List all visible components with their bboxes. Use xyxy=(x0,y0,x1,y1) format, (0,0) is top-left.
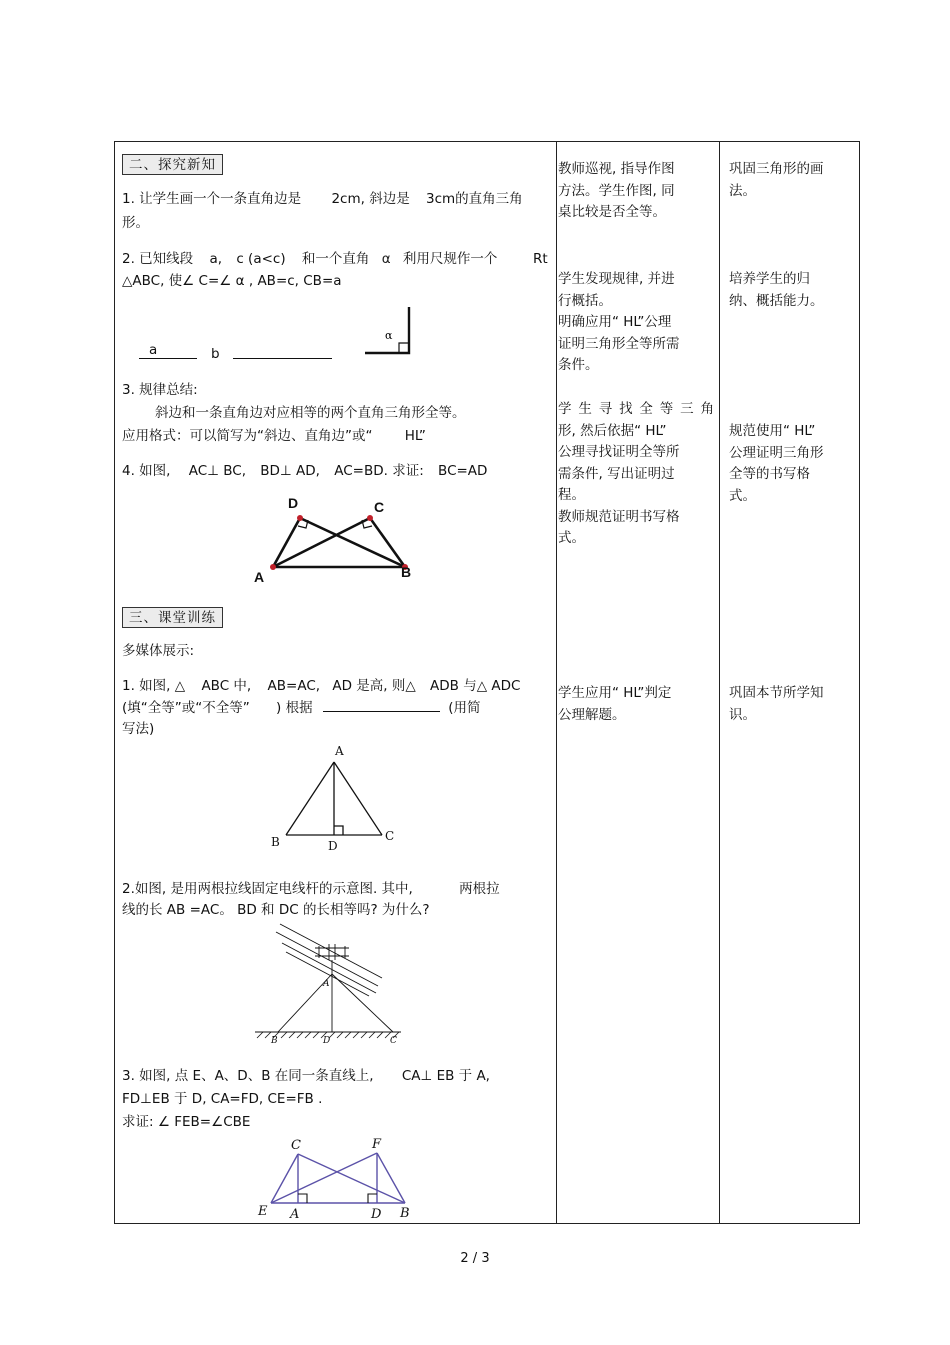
activity-line: 桌比较是否全等。 xyxy=(558,204,666,220)
q4-point-b: B xyxy=(401,564,412,580)
column-divider xyxy=(556,142,557,1223)
purpose-line: 纳、概括能力。 xyxy=(729,292,824,309)
q3-format xyxy=(122,426,426,447)
p3-part: 3. 如图, 点 E、A、D、B 在同一条直线上, xyxy=(122,1068,374,1084)
page-number: 2 / 3 xyxy=(460,1251,490,1266)
segment-b-label: b xyxy=(211,346,220,362)
purpose-block-1 xyxy=(729,159,849,202)
activity-line: 需条件, 写出证明过 xyxy=(558,465,675,482)
q1-part: 3cm的直角三角 xyxy=(426,191,523,207)
p2-point-b: B xyxy=(271,1036,278,1046)
q2-part: 2. 已知线段 xyxy=(122,251,194,267)
segment-b xyxy=(233,344,332,366)
p2-figure xyxy=(245,922,405,1052)
purpose-line: 培养学生的归 xyxy=(729,271,810,287)
activity-block-2 xyxy=(558,269,714,377)
p1-text xyxy=(122,676,520,697)
p1-figure xyxy=(265,742,405,854)
purpose-line: 法。 xyxy=(729,182,756,199)
activity-line: 条件。 xyxy=(558,357,599,373)
q1-text-line2: 形。 xyxy=(122,215,149,231)
q4-point-a: A xyxy=(254,569,265,585)
q4-text xyxy=(122,461,487,482)
p3-point-d: D xyxy=(371,1207,382,1222)
q3-format-part: HL” xyxy=(404,428,426,444)
q4-figure xyxy=(250,490,420,590)
purpose-line: 公理证明三角形 xyxy=(729,444,824,461)
p2-text xyxy=(122,879,500,900)
p1-part: (用简 xyxy=(448,700,481,716)
p3-point-a: A xyxy=(290,1207,300,1222)
activity-block-3 xyxy=(558,399,714,550)
q2-text-line2: △ABC, 使∠ C=∠ α , AB=c, CB=a xyxy=(122,273,342,289)
p1-part: AB=AC, xyxy=(267,678,321,694)
activity-line: 学生发现规律, 并进 xyxy=(558,271,675,287)
q1-part: 2cm, 斜边是 xyxy=(331,191,410,207)
p1-part: AD 是高, 则△ xyxy=(332,678,416,694)
activity-line: 公理寻找证明全等所 xyxy=(558,444,680,460)
q4-part: BC=AD xyxy=(438,463,488,479)
q2-rt: Rt xyxy=(533,251,548,267)
purpose-line: 式。 xyxy=(729,487,756,504)
column-divider xyxy=(719,142,720,1223)
p1-point-c: C xyxy=(385,829,395,843)
activity-line: 行概括。 xyxy=(558,292,612,309)
p1-text-line3: 写法) xyxy=(122,721,155,737)
activity-line: 证明三角形全等所需 xyxy=(558,335,680,352)
activity-line: 明确应用“ HL”公理 xyxy=(558,314,672,330)
p2-point-c: C xyxy=(390,1036,397,1046)
q1-part: 1. 让学生画一个一条直角边是 xyxy=(122,191,302,207)
p1-part: (填“全等”或“不全等” xyxy=(122,700,250,716)
p1-point-b: B xyxy=(271,835,280,849)
segment-a xyxy=(139,344,197,366)
right-angle-alpha-figure xyxy=(365,305,415,357)
purpose-line: 规范使用“ HL” xyxy=(729,423,816,439)
p3-text-line3: 求证: ∠ FEB=∠CBE xyxy=(122,1114,251,1130)
p1-part: 1. 如图, △ xyxy=(122,678,186,694)
p3-point-e: E xyxy=(258,1204,268,1219)
q2-part: a, xyxy=(209,251,223,267)
p2-point-d: D xyxy=(323,1036,331,1046)
purpose-line: 巩固三角形的画 xyxy=(729,161,824,177)
q4-part: BD⊥ AD, xyxy=(260,463,320,479)
alpha-label: α xyxy=(385,329,393,342)
q4-part: AC=BD. 求证: xyxy=(334,463,424,479)
p3-part: CA⊥ EB 于 A, xyxy=(401,1068,490,1084)
activity-line: 教师规范证明书写格 xyxy=(558,508,680,525)
purpose-line: 全等的书写格 xyxy=(729,466,810,482)
p1-answer-blank xyxy=(323,697,440,712)
q4-part: 4. 如图, xyxy=(122,463,171,479)
q3-title: 3. 规律总结: xyxy=(122,382,198,398)
q2-text xyxy=(122,249,497,270)
purpose-block-2 xyxy=(729,269,849,312)
q4-part: AC⊥ BC, xyxy=(188,463,246,479)
q3-format-part: 应用格式：可以简写为“斜边、直角边”或“ xyxy=(122,428,373,444)
q2-part: 和一个直角 xyxy=(301,251,370,267)
activity-block-4 xyxy=(558,683,714,726)
p3-figure xyxy=(251,1134,423,1220)
activity-block-1 xyxy=(558,159,714,224)
p2-part: 两根拉 xyxy=(459,881,500,897)
activity-line: 学生应用“ HL”判定 xyxy=(558,685,672,701)
activity-line: 式。 xyxy=(558,530,585,546)
p3-point-c: C xyxy=(291,1138,301,1153)
activity-line: 学 生 寻 找 全 等 三 角 xyxy=(558,401,714,417)
q2-part: c (a<c) xyxy=(236,251,286,267)
p1-point-d: D xyxy=(328,839,338,853)
p1-part: ) 根据 xyxy=(276,700,313,716)
section-heading-practice: 三、课堂训练 xyxy=(122,607,223,628)
p1-point-a: A xyxy=(335,744,344,758)
p2-text-line2: 线的长 AB =AC。 BD 和 DC 的长相等吗? 为什么? xyxy=(122,902,430,918)
p1-text-line2 xyxy=(122,697,480,719)
purpose-line: 巩固本节所学知 xyxy=(729,685,824,701)
q3-rule: 斜边和一条直角边对应相等的两个直角三角形全等。 xyxy=(155,405,466,421)
activity-line: 教师巡视, 指导作图 xyxy=(558,161,675,177)
purpose-block-3 xyxy=(729,421,849,507)
q1-text xyxy=(122,189,523,210)
q4-point-c: C xyxy=(374,499,385,515)
purpose-line: 识。 xyxy=(729,706,756,723)
p1-part: ADB 与△ ADC xyxy=(430,678,521,694)
q4-point-d: D xyxy=(288,495,299,511)
p3-point-f: F xyxy=(372,1137,382,1152)
p3-point-b: B xyxy=(400,1206,410,1221)
p3-text xyxy=(122,1066,490,1087)
p2-part: 2.如图, 是用两根拉线固定电线杆的示意图. 其中, xyxy=(122,881,413,897)
p3-text-line2: FD⊥EB 于 D, CA=FD, CE=FB . xyxy=(122,1091,323,1107)
lesson-table xyxy=(114,141,860,1224)
p1-part: ABC 中, xyxy=(201,678,252,694)
q2-part: 利用尺规作一个 xyxy=(402,251,498,267)
p2-point-a: A xyxy=(323,979,330,989)
activity-line: 形, 然后依据“ HL” xyxy=(558,422,667,439)
q2-part: α xyxy=(381,251,391,267)
media-label: 多媒体展示: xyxy=(122,643,195,659)
purpose-block-4 xyxy=(729,683,849,726)
activity-line: 方法。学生作图, 同 xyxy=(558,182,675,199)
segment-a-label: a xyxy=(149,342,158,358)
section-heading-explore: 二、探究新知 xyxy=(122,154,223,175)
activity-line: 公理解题。 xyxy=(558,706,626,723)
activity-line: 程。 xyxy=(558,487,585,503)
